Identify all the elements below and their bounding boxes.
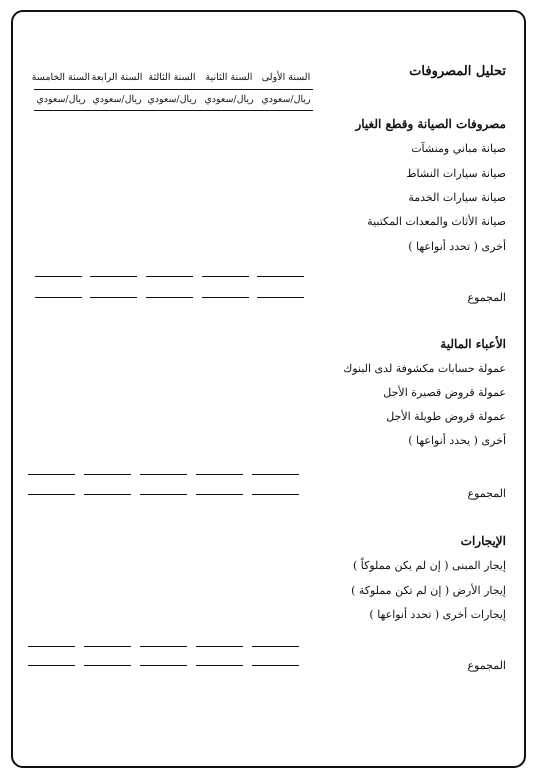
list-item: صيانة سيارات الخدمة bbox=[408, 191, 506, 204]
column-header-year-2: السنة الثانية bbox=[205, 72, 253, 83]
total-label: المجموع bbox=[467, 291, 506, 304]
blank-line bbox=[84, 494, 131, 495]
column-header-year-1: السنة الأولى bbox=[261, 72, 311, 83]
blank-line bbox=[84, 474, 131, 475]
column-unit-1: ريال/سعودي bbox=[261, 94, 311, 105]
blank-line bbox=[28, 494, 75, 495]
blank-line bbox=[196, 494, 243, 495]
column-unit-3: ريال/سعودي bbox=[147, 94, 197, 105]
list-item: صيانة الأثاث والمعدات المكتبية bbox=[367, 215, 506, 228]
blank-line bbox=[140, 665, 187, 666]
list-item: أخرى ( تحدد أنواعها ) bbox=[408, 240, 506, 253]
list-item: صيانة مباني ومنشآت bbox=[411, 142, 506, 155]
blank-line bbox=[196, 474, 243, 475]
blank-line bbox=[196, 665, 243, 666]
blank-line bbox=[140, 646, 187, 647]
column-unit-5: ريال/سعودي bbox=[36, 94, 86, 105]
column-header-year-5: السنة الخامسة bbox=[31, 72, 90, 83]
blank-line bbox=[35, 297, 82, 298]
blank-line bbox=[84, 665, 131, 666]
list-item: عمولة قروض طويلة الأجل bbox=[386, 410, 506, 423]
blank-line bbox=[257, 276, 304, 277]
blank-line bbox=[146, 297, 193, 298]
blank-line bbox=[28, 474, 75, 475]
blank-line bbox=[28, 646, 75, 647]
blank-line bbox=[90, 276, 137, 277]
total-label: المجموع bbox=[467, 659, 506, 672]
blank-line bbox=[84, 646, 131, 647]
list-item: عمولة قروض قصيرة الأجل bbox=[383, 386, 506, 399]
column-header-year-3: السنة الثالثة bbox=[148, 72, 196, 83]
header-underline bbox=[34, 89, 313, 90]
list-item: إيجار الأرض ( إن لم تكن مملوكة ) bbox=[351, 584, 506, 597]
section-heading-rents: الإيجارات bbox=[460, 534, 506, 548]
blank-line bbox=[252, 646, 299, 647]
blank-line bbox=[28, 665, 75, 666]
blank-line bbox=[252, 474, 299, 475]
column-unit-2: ريال/سعودي bbox=[204, 94, 254, 105]
section-heading-financial: الأعباء المالية bbox=[440, 337, 506, 351]
list-item: عمولة حسابات مكشوفة لدى البنوك bbox=[343, 362, 506, 375]
blank-line bbox=[257, 297, 304, 298]
blank-line bbox=[202, 276, 249, 277]
list-item: أخرى ( يحدد أنواعها ) bbox=[408, 434, 506, 447]
list-item: صيانة سيارات النشاط bbox=[406, 167, 506, 180]
blank-line bbox=[146, 276, 193, 277]
blank-line bbox=[252, 494, 299, 495]
blank-line bbox=[140, 474, 187, 475]
unit-underline bbox=[34, 110, 313, 111]
page-title: تحليل المصروفات bbox=[409, 64, 506, 79]
blank-line bbox=[252, 665, 299, 666]
list-item: إيجارات أخرى ( تحدد أنواعها ) bbox=[369, 608, 506, 621]
column-header-year-4: السنة الرابعة bbox=[91, 72, 143, 83]
list-item: إيجار المبنى ( إن لم يكن مملوكاً ) bbox=[353, 559, 506, 572]
blank-line bbox=[90, 297, 137, 298]
blank-line bbox=[196, 646, 243, 647]
total-label: المجموع bbox=[467, 487, 506, 500]
blank-line bbox=[140, 494, 187, 495]
blank-line bbox=[35, 276, 82, 277]
column-unit-4: ريال/سعودي bbox=[92, 94, 142, 105]
blank-line bbox=[202, 297, 249, 298]
section-heading-maintenance: مصروفات الصيانة وقطع الغيار bbox=[355, 117, 506, 131]
